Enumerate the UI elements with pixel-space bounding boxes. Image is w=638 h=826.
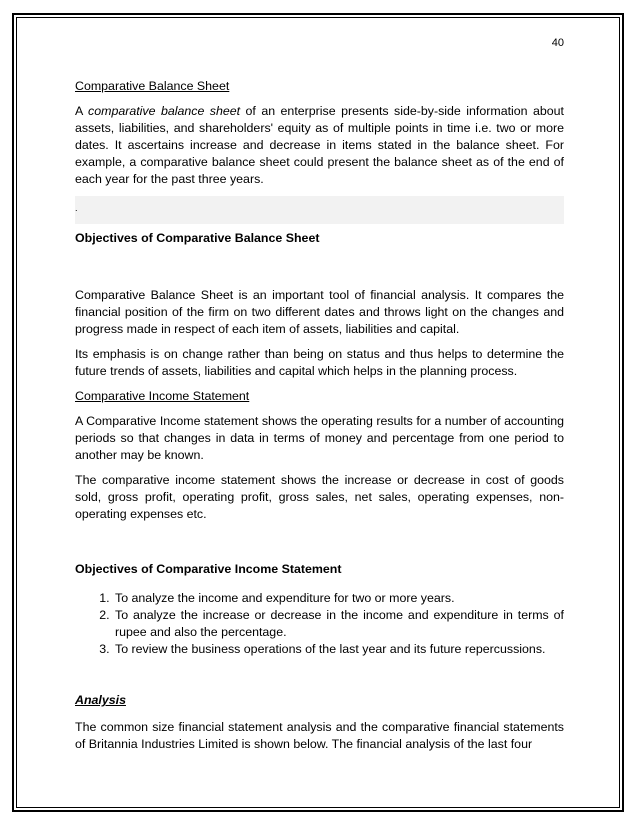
income-statement-para-1: A Comparative Income statement shows the operating results for a number of accounting periods so that changes in data in terms of money and percentage from one period to another may be known. <box>75 414 564 462</box>
objectives-balance-para-2: Its emphasis is on change rather than being on status and thus helps to determine the future trends of assets, liabilities and capital which helps in the planning process. <box>75 347 564 378</box>
list-item: 2. To analyze the increase or decrease in the income and expenditure in terms of rupee and also the percentage. <box>113 607 564 641</box>
section-title-comparative-balance-sheet: Comparative Balance Sheet <box>75 79 230 93</box>
balance-sheet-definition <box>75 103 564 188</box>
page-number: 40 <box>551 37 564 49</box>
definition-rest: of an enterprise presents side-by-side information about assets, liabilities, and shareholders' equity as of multiple points in time i.e. two or more dates. It ascertains increase and decrease in items stated in the balance sheet. For example, a comparative balance sheet could present the balance sheet as of the end of each year for the past three years. <box>75 104 565 186</box>
list-item: 1. To analyze the income and expenditure for two or more years. <box>113 590 564 607</box>
definition-prefix: A <box>75 104 89 118</box>
definition-term: comparative balance sheet <box>88 104 241 118</box>
list-item: 3. To review the business operations of the last year and its future repercussions. <box>113 641 564 658</box>
heading-analysis: Analysis <box>75 693 126 707</box>
heading-objectives-income-statement: Objectives of Comparative Income Statement <box>75 562 342 576</box>
document-body <box>75 36 564 761</box>
objectives-income-list <box>75 590 564 658</box>
income-statement-para-2: The comparative income statement shows the increase or decrease in cost of goods sold, gross profit, operating profit, gross sales, net sales, operating expenses, non-operating expenses etc. <box>75 473 564 521</box>
section-title-comparative-income-statement: Comparative Income Statement <box>75 389 250 403</box>
heading-objectives-balance-sheet: Objectives of Comparative Balance Sheet <box>75 231 320 245</box>
separator-dot: . <box>75 203 78 213</box>
separator-bar <box>75 196 564 224</box>
analysis-para: The common size financial statement analysis and the comparative financial statements of Britannia Industries Limited is shown below. The financial analysis of the last four <box>75 720 564 751</box>
objectives-balance-para-1: Comparative Balance Sheet is an important tool of financial analysis. It compares the financial position of the firm on two different dates and throws light on the changes and progress made in respect of each item of assets, liabilities and capital. <box>75 288 564 336</box>
